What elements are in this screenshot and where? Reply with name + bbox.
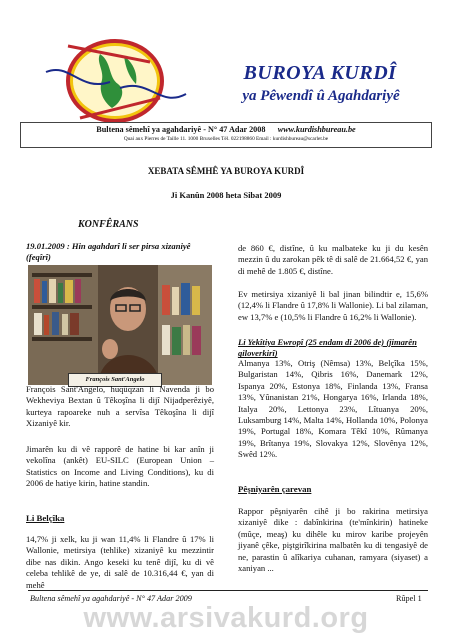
paragraph: Ev metirsiya xizaniyê li bal jinan bilindtir e, 15,6% (12,4% li Flandre û 17,8% li Wallonie). Li bal zilaman, ew 13,7% e (10,5% li Flandre û 16,2% li Wallonie). [238, 289, 428, 322]
photo-caption: François Sant'Angelo [68, 373, 162, 387]
paragraph: Almanya 13%, Otriş (Nêmsa) 13%, Belçîka 15%, Bulgaristan 14%, Qibris 16%, Danemark 12%, Ispanya 20%, Estonya 18%, Finlanda 13%, Fransa 13%, Yûnanistan 21%, Hongarya 16%, Irlanda 18%, Italya 20%, Lettonya 23%, Lîtuanya 20%, Luksamburg 14%, Malta 14%, Hollanda 10%, Polonya 19%, Portugal 18%, Komara Têkî 10%, Rûmanya 19%, Brîtanya 19%, Slovakya 12%, Slovênya 12%, Swêd 12%. [238, 358, 428, 460]
heading-recommendations: Pêşniyarên çarevan [238, 484, 312, 494]
section-title: XEBATA SÊMHÊ YA BUROYA KURDÎ [147, 166, 305, 176]
heading-konferans: KONFÊRANS [78, 219, 139, 230]
bulletin-info-box [20, 122, 432, 148]
kurdish-bureau-logo [40, 32, 190, 130]
paragraph: François Sant'Angelo, huqûqzan li Navenda ji bo Wekheviya Bextan û Têkoşîna li dijî Nijadperêziyê, kurteya rapoareke nuh a servîsa Têkoşîna li dijî Xizaniyê kir. [26, 384, 214, 429]
article-headline: 19.01.2009 : Hin agahdarî li ser pirsa xizaniyê (feqîrî) [26, 241, 191, 262]
speaker-photo [28, 265, 212, 385]
footer-divider [28, 590, 428, 591]
bulletin-issue-line [21, 125, 431, 134]
page-number: Rûpel 1 [396, 594, 422, 603]
paragraph: Jimarên ku di vê rapporê de hatine bi kar anîn ji vekolîna (ankêt) EU-SILC (European Union – Statistics on Income and Living Conditions), ku di 2006 de hatiye kirin, hatine standin. [26, 444, 214, 489]
bulletin-address-line: Quai aux Pierres de Taille 11. 1000 Bruxelles Tél. 022198860 Email : kurdishbureau@scarlet.be [123, 136, 329, 142]
paragraph: 14,7% ji xelk, ku ji wan 11,4% li Flandre û 17% li Wallonie, metirsiya (tehlike) xizaniyê ku mezzintir dibe nas dikin. Ango keseki ku tenê dijî, ku di vê celeba tehlikê de ye, di salê de 10.316,44 €, yan di mehê [26, 534, 214, 590]
heading-european-union: Li Yekîtiya Ewropî (25 endam di 2006 de) (jimarên giloverkirî) [238, 337, 417, 359]
watermark: www.arsivakurd.org [83, 602, 369, 634]
publication-title: BUROYA KURDÎ [243, 62, 397, 84]
bulletin-issue-text: Bultena sêmehî ya agahdariyê - N° 47 Adar 2008 [96, 125, 266, 134]
footer-issue: Bultena sêmehî ya agahdariyê - N° 47 Adar 2009 [30, 594, 192, 603]
period-line: Ji Kanûn 2008 heta Sibat 2009 [170, 190, 282, 200]
paragraph: de 860 €, distîne, û ku malbateke ku ji du kesên mezzin û du zarokan pêk tê di salê de 21.664,52 €, yan di mehê de 1.805 €, distîne. [238, 243, 428, 276]
paragraph: Rappor pêşniyarên cihê ji bo rakirina metirsiya xizaniyê dike : dabînkirina (te'mînkirin) hatineke (mûçe, meaş) ku dihêle ku mirov karibe projeyên jiyanê çêke, piştgirîkirina malbatên ku di tengasiyê de ne, parastin û alîkariya cuhanan, ramyara (siyaset) a xaniyan ... [238, 506, 428, 574]
bulletin-website: www.kurdishbureau.be [277, 125, 356, 134]
publication-subtitle: ya Pêwendî û Agahdariyê [242, 88, 400, 104]
heading-belcika: Li Belçîka [26, 513, 65, 523]
